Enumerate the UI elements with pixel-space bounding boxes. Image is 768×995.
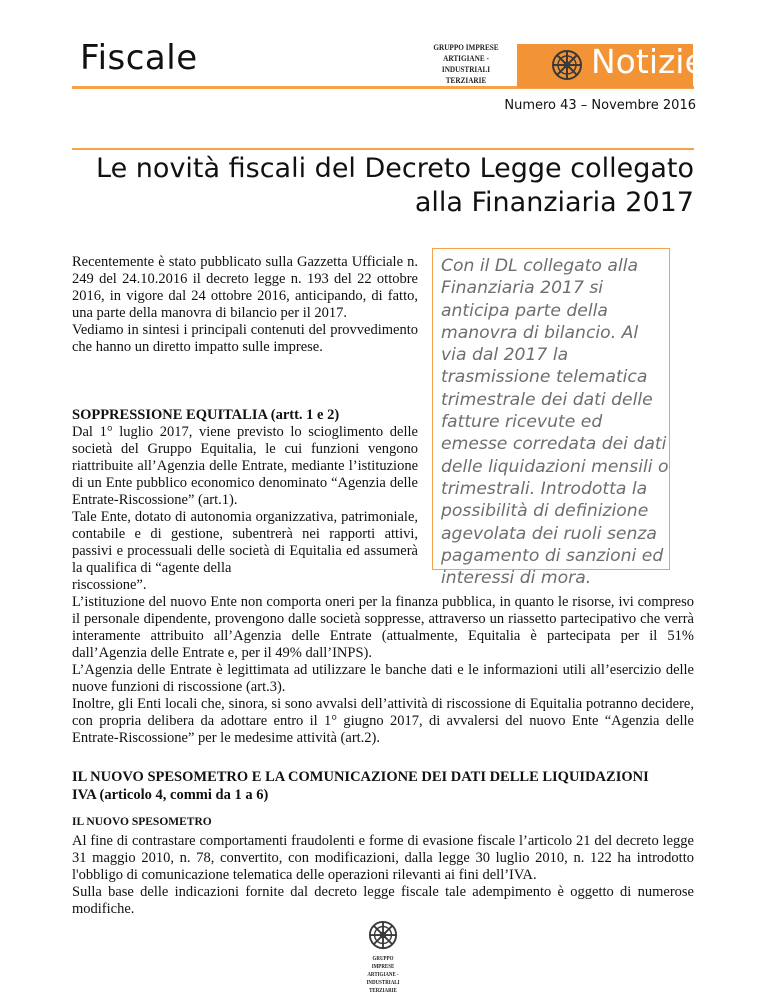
footer-logo-icon — [368, 920, 398, 950]
article-title-line-1: Le novità fiscali del Decreto Legge collegato — [96, 153, 694, 184]
publisher-line-2: ARTIGIANE - INDUSTRIALI — [441, 53, 491, 74]
footer-line-1: GRUPPO IMPRESE — [371, 955, 395, 970]
publisher-line-1: GRUPPO IMPRESE — [433, 42, 499, 52]
intro-paragraph-1: Recentemente è stato pubblicato sulla Gazzetta Ufficiale n. 249 del 24.10.2016 il decreto legge n. 193 del 22 ottobre 2016, in vigore dal 24 ottobre 2016, anticipando, di fatto, una parte della manovra di bilancio per il 2017. — [72, 254, 418, 321]
equitalia-paragraph-1: Dal 1° luglio 2017, viene previsto lo scioglimento delle società del Gruppo Equitalia, le cui funzioni vengono riattribuite all’Agenzia delle Entrate, mediante l’istituzione di un Ente pubblico economico denominato “Agenzia delle Entrate-Riscossione” (art.1). — [72, 424, 418, 508]
spesometro-paragraph-2: Sulla base delle indicazioni fornite dal decreto legge fiscale tale adempimento è oggetto di numerose modifiche. — [72, 884, 694, 917]
equitalia-paragraph-2: Tale Ente, dotato di autonomia organizzativa, patrimoniale, contabile e di gestione, subentrerà nei rapporti attivi, passivi e processuali delle società di Equitalia ed assumerà la qualifica di “agente della — [72, 509, 418, 576]
section-heading-spesometro-2: IVA (articolo 4, commi da 1 a 6) — [72, 787, 269, 803]
section-heading-equitalia: SOPPRESSIONE EQUITALIA (artt. 1 e 2) — [72, 407, 340, 423]
pull-quote-text: Con il DL collegato alla Finanziaria 2017 si anticipa parte della manovra di bilancio. Al via dal 2017 la trasmissione telematica trimestrale dei dati delle fatture ricevute ed emesse corredata dei dati delle liquidazioni mensili o trimestrali. Introdotta la possibilità di definizione agevolata dei ruoli senza pagamento di sanzioni ed interessi di mora. — [441, 256, 669, 589]
pull-quote-box — [432, 248, 670, 589]
equitalia-paragraph-5: Inoltre, gli Enti locali che, sinora, si sono avvalsi dell’attività di riscossione di Equitalia potranno decidere, con propria delibera da adottare entro il 1° giugno 2017, di avvalersi del nuovo Ente “Agenzia delle Entrate-Riscossione” per le medesime attività (art.2). — [72, 696, 694, 746]
footer-line-2: ARTIGIANE - INDUSTRIALI — [366, 971, 400, 986]
equitalia-paragraph-3: L’istituzione del nuovo Ente non comporta oneri per la finanza pubblica, in quanto le risorse, ivi compreso il personale dipendente, provengono dalle società soppresse, attraverso un riassetto partecipativo che verrà interamente attribuito all’Agenzia delle Entrate (attualmente, Equitalia è partecipata per il 51% dall’Agenzia delle Entrate e, per il 49% dall’INPS). — [72, 594, 694, 661]
spacer — [72, 356, 418, 407]
article-title-line-2: alla Finanziaria 2017 — [414, 187, 694, 218]
issue-number: Numero 43 – Novembre 2016 — [504, 98, 696, 113]
section-heading-spesometro-1: IL NUOVO SPESOMETRO E LA COMUNICAZIONE DEI DATI DELLE LIQUIDAZIONI — [72, 769, 649, 785]
spesometro-paragraph-1: Al fine di contrastare comportamenti fraudolenti e forme di evasione fiscale l’articolo 21 del decreto legge 31 maggio 2010, n. 78, convertito, con modificazioni, dalla legge 30 luglio 2010, n. 122 ha introdotto l'obbligo di comunicazione telematica delle operazioni rilevanti ai fini dell’IVA. — [72, 833, 694, 883]
equitalia-continuation — [72, 577, 694, 747]
subheading-nuovo-spesometro: IL NUOVO SPESOMETRO — [72, 816, 212, 828]
intro-paragraph-2: Vediamo in sintesi i principali contenuti del provvedimento che hanno un diretto impatto sulle imprese. — [72, 322, 418, 355]
equitalia-paragraph-4: L’Agenzia delle Entrate è legittimata ad utilizzare le banche dati e le informazioni utili all’esercizio delle nuove funzioni di riscossione (art.3). — [72, 662, 694, 695]
publisher-wordmark — [431, 42, 501, 86]
intro-column — [72, 254, 418, 577]
article-title — [72, 152, 694, 220]
gruppo-imprese-logo-icon — [551, 49, 583, 81]
notizie-banner — [517, 42, 705, 88]
publisher-line-3: TERZIARIE — [445, 75, 487, 85]
title-divider — [72, 148, 694, 150]
section-title-fiscale: Fiscale — [80, 38, 198, 78]
footer-logo — [356, 920, 410, 995]
notizie-label: Notizie — [591, 42, 705, 81]
spesometro-section — [72, 768, 694, 918]
footer-line-3: TERZIARIE — [369, 987, 397, 994]
equitalia-paragraph-2-end: riscossione”. — [72, 577, 147, 593]
